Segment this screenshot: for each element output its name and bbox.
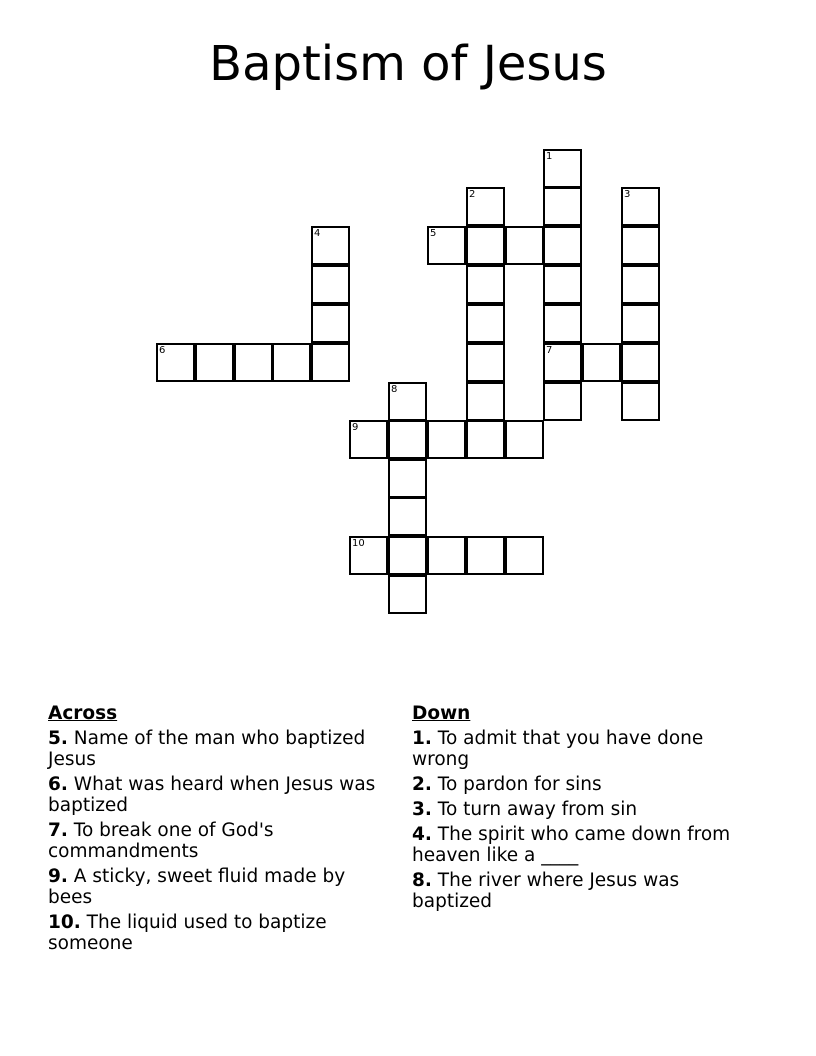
- clue-number: 5: [430, 228, 437, 239]
- grid-cell[interactable]: [427, 420, 466, 459]
- clue-item: [48, 820, 393, 862]
- clue-number: 3.: [412, 799, 432, 820]
- clue-text: Name of the man who baptized Jesus: [48, 728, 366, 770]
- grid-cell[interactable]: [543, 187, 582, 226]
- clue-number: 6.: [48, 774, 68, 795]
- clue-text: To pardon for sins: [437, 774, 602, 795]
- grid-cell[interactable]: [543, 343, 582, 382]
- grid-cell[interactable]: [349, 536, 388, 575]
- grid-cell[interactable]: [388, 536, 427, 575]
- grid-cell[interactable]: [621, 382, 660, 421]
- grid-cell[interactable]: [466, 420, 505, 459]
- grid-cell[interactable]: [466, 304, 505, 343]
- clue-number: 9.: [48, 866, 68, 887]
- puzzle-title: Baptism of Jesus: [209, 36, 607, 92]
- down-heading: Down: [412, 703, 471, 724]
- grid-cell[interactable]: [195, 343, 234, 382]
- grid-cell[interactable]: [272, 343, 311, 382]
- clue-text: The spirit who came down from heaven like a ____: [412, 824, 731, 866]
- grid-cell[interactable]: [234, 343, 273, 382]
- clue-number: 9: [352, 422, 359, 433]
- grid-cell[interactable]: [311, 226, 350, 265]
- grid-cell[interactable]: [311, 343, 350, 382]
- grid-cell[interactable]: [388, 382, 427, 421]
- grid-cell[interactable]: [543, 304, 582, 343]
- grid-cell[interactable]: [388, 575, 427, 614]
- clue-number: 7.: [48, 820, 68, 841]
- clue-number: 8: [391, 384, 398, 395]
- grid-cell[interactable]: [582, 343, 621, 382]
- clue-item: [412, 824, 757, 866]
- clue-item: [48, 728, 393, 770]
- clue-text: The river where Jesus was baptized: [412, 870, 680, 912]
- grid-cell[interactable]: [543, 382, 582, 421]
- grid-cell[interactable]: [388, 459, 427, 498]
- clue-number: 10.: [48, 912, 81, 933]
- grid-cell[interactable]: [543, 226, 582, 265]
- clue-item: [412, 774, 757, 795]
- across-clues: [48, 703, 393, 958]
- grid-cell[interactable]: [466, 187, 505, 226]
- grid-cell[interactable]: [621, 226, 660, 265]
- grid-cell[interactable]: [621, 265, 660, 304]
- clue-number: 4.: [412, 824, 432, 845]
- grid-cell[interactable]: [466, 343, 505, 382]
- grid-cell[interactable]: [388, 420, 427, 459]
- grid-cell[interactable]: [621, 187, 660, 226]
- clue-number: 6: [159, 345, 166, 356]
- grid-cell[interactable]: [621, 304, 660, 343]
- grid-cell[interactable]: [466, 226, 505, 265]
- grid-cell[interactable]: [156, 343, 195, 382]
- clue-number: 2.: [412, 774, 432, 795]
- grid-cell[interactable]: [505, 226, 544, 265]
- clue-item: [48, 774, 393, 816]
- clue-text: The liquid used to baptize someone: [48, 912, 327, 954]
- clue-number: 4: [314, 228, 321, 239]
- clue-number: 8.: [412, 870, 432, 891]
- clue-item: [48, 866, 393, 908]
- clue-item: [48, 912, 393, 954]
- grid-cell[interactable]: [466, 536, 505, 575]
- clue-item: [412, 870, 757, 912]
- grid-cell[interactable]: [311, 304, 350, 343]
- clue-number: 1.: [412, 728, 432, 749]
- clue-text: A sticky, sweet fluid made by bees: [48, 866, 346, 908]
- grid-cell[interactable]: [505, 536, 544, 575]
- grid-cell[interactable]: [543, 149, 582, 188]
- clue-number: 5.: [48, 728, 68, 749]
- across-heading: Across: [48, 703, 118, 724]
- grid-cell[interactable]: [427, 536, 466, 575]
- clue-item: [412, 728, 757, 770]
- grid-cell[interactable]: [466, 382, 505, 421]
- grid-cell[interactable]: [621, 343, 660, 382]
- grid-cell[interactable]: [505, 420, 544, 459]
- grid-cell[interactable]: [311, 265, 350, 304]
- clue-text: What was heard when Jesus was baptized: [48, 774, 376, 816]
- clue-number: 1: [546, 151, 553, 162]
- grid-cell[interactable]: [466, 265, 505, 304]
- grid-cell[interactable]: [349, 420, 388, 459]
- clue-number: 2: [469, 189, 476, 200]
- clue-text: To turn away from sin: [437, 799, 638, 820]
- grid-cell[interactable]: [427, 226, 466, 265]
- grid-cell[interactable]: [388, 497, 427, 536]
- clue-number: 7: [546, 345, 553, 356]
- down-clues: [412, 703, 757, 916]
- grid-cell[interactable]: [543, 265, 582, 304]
- clue-number: 3: [624, 189, 631, 200]
- clue-text: To break one of God's commandments: [48, 820, 274, 862]
- clue-text: To admit that you have done wrong: [412, 728, 704, 770]
- clue-number: 10: [352, 538, 365, 549]
- clue-item: [412, 799, 757, 820]
